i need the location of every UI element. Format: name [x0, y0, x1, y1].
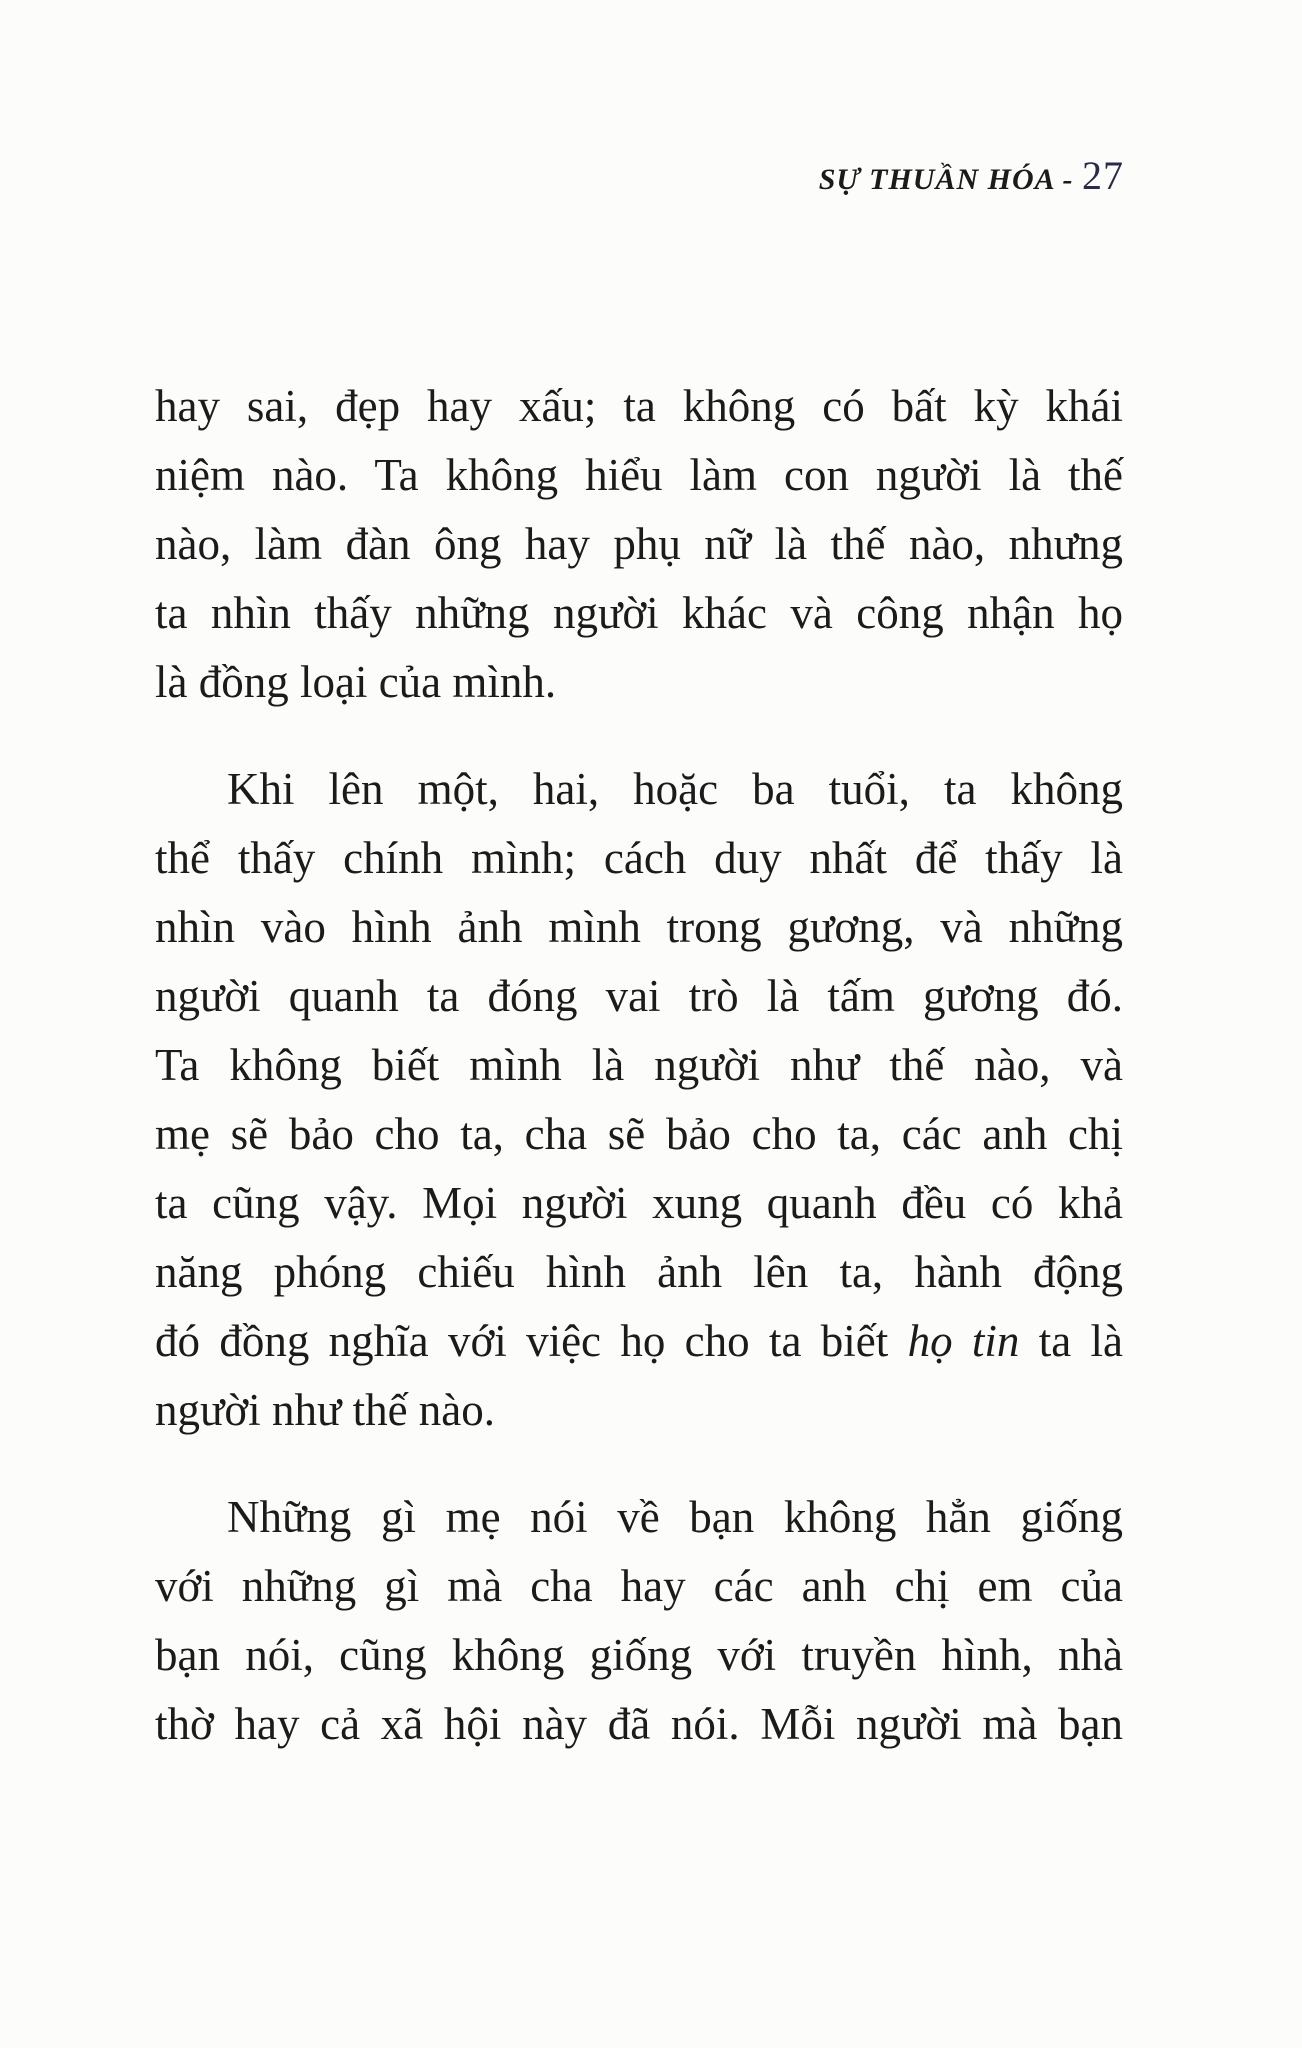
text-line: là đồng loại của mình. [155, 657, 557, 707]
text-line: ta nhìn thấy những người khác và công nhận họ [155, 588, 1123, 638]
text-line: năng phóng chiếu hình ảnh lên ta, hành động [155, 1247, 1123, 1297]
page-body [155, 372, 1123, 1797]
text-line [155, 1307, 1123, 1376]
paragraph-2 [155, 755, 1123, 1445]
text-line: nhìn vào hình ảnh mình trong gương, và những [155, 902, 1123, 952]
header-separator: - [1054, 163, 1082, 196]
chapter-title: SỰ THUẦN HÓA [818, 163, 1054, 196]
paragraph-1 [155, 372, 1123, 717]
text-line: với những gì mà cha hay các anh chị em của [155, 1561, 1123, 1611]
text-line: thể thấy chính mình; cách duy nhất để thấy là [155, 833, 1123, 883]
text-segment: ta là [1019, 1316, 1123, 1366]
text-line: mẹ sẽ bảo cho ta, cha sẽ bảo cho ta, các anh chị [155, 1109, 1123, 1159]
text-line: thờ hay cả xã hội này đã nói. Mỗi người mà bạn [155, 1699, 1123, 1749]
text-line: Những gì mẹ nói về bạn không hẳn giống [227, 1492, 1123, 1542]
text-line: niệm nào. Ta không hiểu làm con người là thế [155, 450, 1123, 500]
text-line: Khi lên một, hai, hoặc ba tuổi, ta không [227, 764, 1123, 814]
text-line: nào, làm đàn ông hay phụ nữ là thế nào, nhưng [155, 519, 1123, 569]
text-line: ta cũng vậy. Mọi người xung quanh đều có khả [155, 1178, 1123, 1228]
running-header [819, 152, 1124, 199]
text-line: người quanh ta đóng vai trò là tấm gương đó. [155, 971, 1123, 1021]
paragraph-3 [155, 1483, 1123, 1759]
page-number: 27 [1082, 153, 1124, 198]
text-segment: đó đồng nghĩa với việc họ cho ta biết [155, 1316, 908, 1366]
text-line: bạn nói, cũng không giống với truyền hình, nhà [155, 1630, 1123, 1680]
text-line: hay sai, đẹp hay xấu; ta không có bất kỳ khái [155, 381, 1123, 431]
text-line: Ta không biết mình là người như thế nào, và [155, 1040, 1123, 1090]
text-line: người như thế nào. [155, 1385, 496, 1435]
italic-emphasis: họ tin [907, 1316, 1020, 1366]
